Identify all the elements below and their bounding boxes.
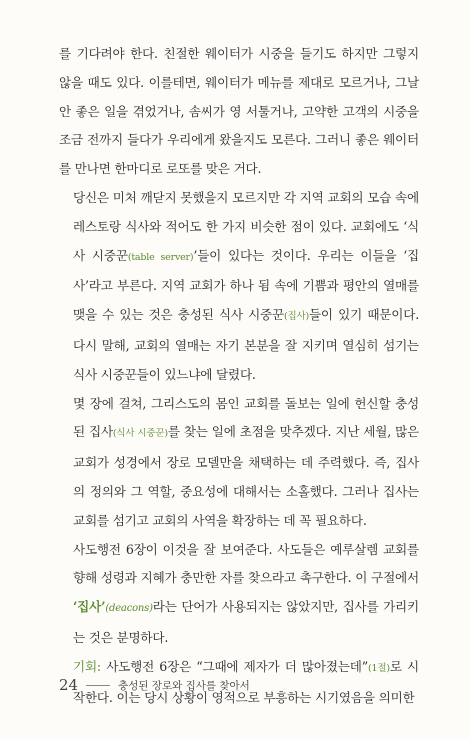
paragraph-3 bbox=[59, 390, 419, 536]
running-title: 충성된 장로와 집사를 찾아서 bbox=[118, 679, 250, 692]
page-footer bbox=[59, 676, 419, 694]
body-text bbox=[59, 40, 419, 712]
paragraph-3-text-b: 를 찾는 일에 초점을 맞추겠다. 지난 세월, 많은 교회가 성경에서 장로 모델만을 채택하는 데 주력했다. 즉, 집사의 정의와 그 역할, 중요성에 대해서는 소홀했다. 그러나 집사는 교회를 섬기고 교회의 사역을 확장하는 데 꼭 필요하다. bbox=[73, 424, 419, 528]
paragraph-2-text-b: ’들이 있다는 것이다. 우리는 이들을 ‘집사’라고 부른다. 지역 교회가 하나 됨 속에 기쁨과 평안의 열매를 맺을 수 있는 것은 충성된 식사 시중꾼 bbox=[73, 247, 419, 323]
paragraph-2-annotation-b: (집사) bbox=[284, 311, 309, 323]
paragraph-5-verse-ref: (1절) bbox=[368, 662, 390, 674]
paragraph-4 bbox=[59, 536, 419, 653]
paragraph-2 bbox=[59, 184, 419, 390]
paragraph-5-text-b: 로 시작한다. 이는 당시 상황이 영적으로 부흥하는 시기였음을 의미한 bbox=[73, 658, 419, 705]
page-number: 24 bbox=[59, 676, 79, 694]
paragraph-4-english-term: (deacons) bbox=[105, 603, 153, 615]
paragraph-2-annotation-a: (table server) bbox=[127, 251, 194, 263]
paragraph-3-annotation: (식사 시중꾼) bbox=[112, 428, 168, 440]
paragraph-5-text-a: 사도행전 6장은 “그때에 제자가 더 많아졌는데” bbox=[100, 658, 368, 674]
paragraph-5-label: 기회: bbox=[73, 658, 101, 674]
paragraph-4-text-b: 라는 단어가 사용되지는 않았지만, 집사를 가리키는 것은 분명하다. bbox=[73, 599, 419, 645]
paragraph-3-text-a: 몇 장에 걸쳐, 그리스도의 몸인 교회를 돌보는 일에 헌신할 충성된 집사 bbox=[73, 395, 419, 440]
paragraph-2-text-a: 당신은 미처 깨닫지 못했을지 모르지만 각 지역 교회의 모습 속에 레스토랑 식사와 적어도 한 가지 비슷한 점이 있다. 교회에도 ‘식사 시중꾼 bbox=[73, 189, 419, 263]
paragraph-4-text-a: 사도행전 6장이 이것을 잘 보여준다. 사도들은 예루살렘 교회를 향해 성령과 지혜가 충만한 자를 찾으라고 촉구한다. 이 구절에서 bbox=[73, 541, 419, 586]
paragraph-4-keyword: ‘집사’ bbox=[73, 599, 106, 615]
paragraph-1: 를 기다려야 한다. 친절한 웨이터가 시중을 들기도 하지만 그렇지 않을 때도 있다. 이를테면, 웨이터가 메뉴를 제대로 모르거나, 그날 안 좋은 일을 겪었거나, 솜씨가 영 서툴거나, 고약한 고객의 시중을 조금 전까지 들다가 우리에게 왔을지도 모른다. 그러니 좋은 웨이터를 만나면 한마디로 로또를 맞은 거다. bbox=[59, 46, 419, 177]
paragraph-2-text-c: 들이 있기 때문이다. 다시 말해, 교회의 열매는 자기 본분을 잘 지키며 열심히 섬기는 식사 시중꾼들이 있느냐에 달렸다. bbox=[73, 307, 419, 382]
footer-divider bbox=[86, 685, 110, 686]
